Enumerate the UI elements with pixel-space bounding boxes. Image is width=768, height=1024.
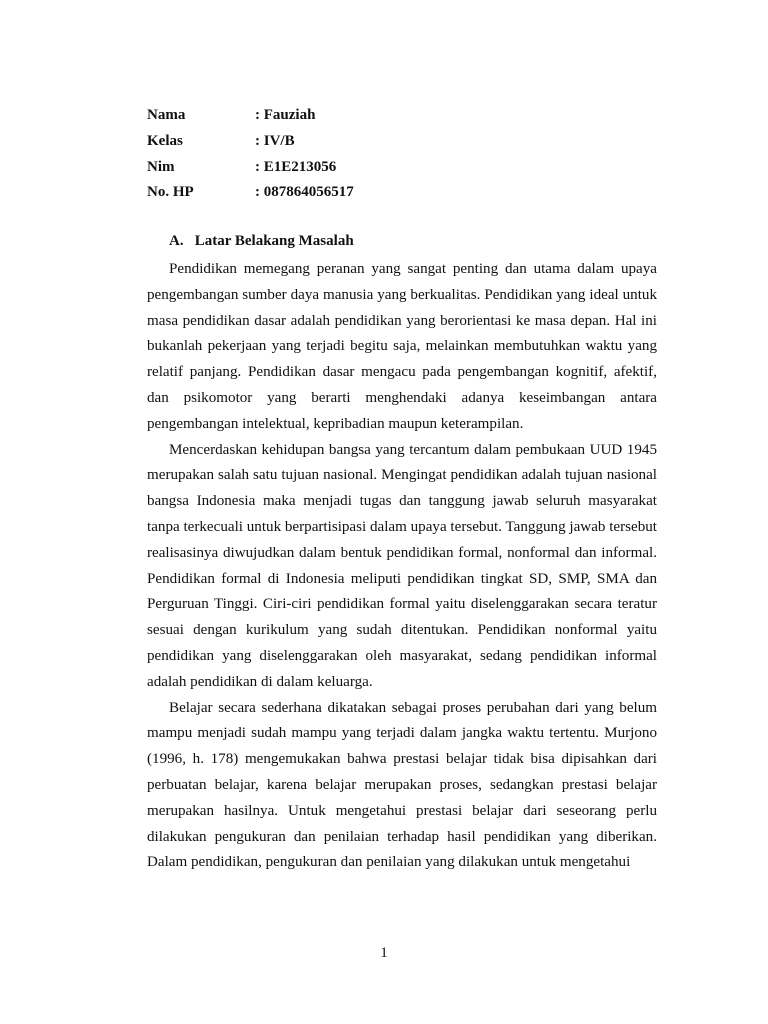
identity-value: : E1E213056 (255, 159, 336, 176)
identity-value: : Fauziah (255, 107, 315, 124)
identity-row-class (147, 129, 567, 155)
section-number: A. (169, 233, 184, 249)
identity-label: Nim (147, 158, 175, 175)
page-number: 1 (380, 945, 388, 961)
identity-label: Kelas (147, 133, 183, 150)
student-identity-block (147, 103, 567, 206)
paragraph: Pendidikan memegang peranan yang sangat penting dan utama dalam upaya pengembangan sumber daya manusia yang berkualitas. Pendidikan yang ideal untuk masa pendidikan dasar adalah pendidikan yang berorientasi ke masa depan. Hal ini bukanlah pekerjaan yang terjadi begitu saja, melainkan membutuhkan waktu yang relatif panjang. Pendidikan dasar mengacu pada pengembangan kognitif, afektif, dan psikomotor yang berarti menghendaki adanya keseimbangan antara pengembangan intelektual, kepribadian maupun keterampilan. (147, 261, 657, 432)
paragraph: Belajar secara sederhana dikatakan sebagai proses perubahan dari yang belum mampu menjadi sudah mampu yang terjadi dalam jangka waktu tertentu. Murjono (1996, h. 178) mengemukakan bahwa prestasi belajar tidak bisa dipisahkan dari perbuatan belajar, karena belajar merupakan proses, sedangkan prestasi belajar merupakan hasilnya. Untuk mengetahui prestasi belajar dari seseorang perlu dilakukan pengukuran dan penilaian terhadap hasil pendidikan yang diberikan. Dalam pendidikan, pengukuran dan penilaian yang dilakukan untuk mengetahui (147, 699, 657, 871)
paragraph: Mencerdaskan kehidupan bangsa yang tercantum dalam pembukaan UUD 1945 merupakan salah satu tujuan nasional. Mengingat pendidikan adalah tujuan nasional bangsa Indonesia maka menjadi tugas dan tanggung jawab seluruh masyarakat tanpa terkecuali untuk berpartisipasi dalam upaya tersebut. Tanggung jawab tersebut realisasinya diwujudkan dalam bentuk pendidikan formal, nonformal dan informal. Pendidikan formal di Indonesia meliputi pendidikan tingkat SD, SMP, SMA dan Perguruan Tinggi. Ciri-ciri pendidikan formal yaitu diselenggarakan secara teratur sesuai dengan kurikulum yang sudah ditentukan. Pendidikan nonformal yaitu pendidikan yang diselenggarakan oleh masyarakat, sedang pendidikan informal adalah pendidikan di dalam keluarga. (147, 441, 658, 690)
identity-row-name (147, 103, 567, 129)
section-title: Latar Belakang Masalah (194, 233, 354, 249)
identity-value: : 087864056517 (255, 184, 354, 201)
identity-label: No. HP (147, 184, 194, 201)
identity-label: Nama (147, 107, 186, 124)
body-text (147, 257, 657, 876)
identity-row-student-id (147, 154, 567, 180)
identity-value: : IV/B (255, 133, 295, 150)
section-heading (169, 233, 354, 250)
identity-row-phone (147, 180, 567, 206)
